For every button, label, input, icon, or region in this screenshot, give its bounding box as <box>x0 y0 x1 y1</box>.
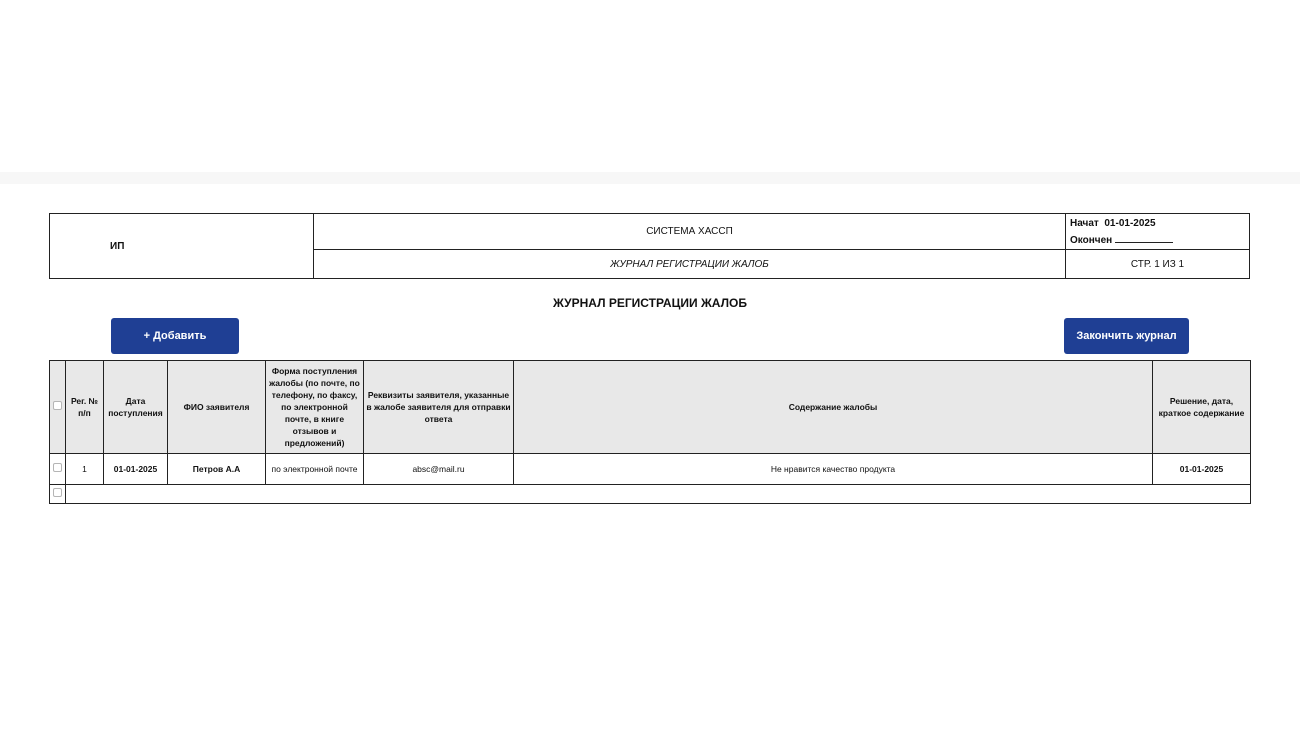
add-button-label: Добавить <box>153 330 207 342</box>
row-select-cell <box>50 454 66 485</box>
cell-name: Петров А.А <box>168 454 266 485</box>
column-header-decision: Решение, дата, краткое содержание <box>1153 361 1251 454</box>
table-row[interactable] <box>50 454 1251 485</box>
plus-icon: + <box>143 330 151 342</box>
cell-date: 01-01-2025 <box>104 454 168 485</box>
empty-row-cell <box>66 485 1251 504</box>
started-label: Начат <box>1070 217 1099 229</box>
column-header-contacts: Реквизиты заявителя, указанные в жалобе заявителя для отправки ответа <box>364 361 514 454</box>
column-header-content: Содержание жалобы <box>514 361 1153 454</box>
ended-label: Окончен <box>1070 234 1113 246</box>
empty-row[interactable] <box>50 485 1251 504</box>
started-date: 01-01-2025 <box>1104 217 1156 229</box>
system-name: СИСТЕМА ХАССП <box>314 214 1066 250</box>
cell-contacts: absc@mail.ru <box>364 454 514 485</box>
cell-content: Не нравится качество продукта <box>514 454 1153 485</box>
org-name: ИП <box>50 214 314 279</box>
column-header-name: ФИО заявителя <box>168 361 266 454</box>
add-button[interactable] <box>111 318 239 354</box>
column-header-form: Форма поступления жалобы (по почте, по телефону, по факсу, по электронной почте, в книге отзывов и предложений) <box>266 361 364 454</box>
cell-form: по электронной почте <box>266 454 364 485</box>
select-all-checkbox[interactable] <box>53 401 62 410</box>
row-checkbox[interactable] <box>53 488 62 497</box>
complaints-table <box>49 360 1251 504</box>
journal-name: ЖУРНАЛ РЕГИСТРАЦИИ ЖАЛОБ <box>314 250 1066 279</box>
select-all-cell <box>50 361 66 454</box>
table-header-row <box>50 361 1251 454</box>
top-band <box>0 172 1300 184</box>
journal-dates <box>1066 214 1250 250</box>
row-checkbox[interactable] <box>53 463 62 472</box>
finish-journal-button[interactable]: Закончить журнал <box>1064 318 1189 354</box>
ended-date-blank <box>1115 233 1173 243</box>
cell-num: 1 <box>66 454 104 485</box>
row-select-cell <box>50 485 66 504</box>
document-header <box>49 213 1250 279</box>
page-counter: СТР. 1 ИЗ 1 <box>1066 250 1250 279</box>
page-title: ЖУРНАЛ РЕГИСТРАЦИИ ЖАЛОБ <box>553 296 747 310</box>
column-header-num: Рег. № п/п <box>66 361 104 454</box>
column-header-date: Дата поступления <box>104 361 168 454</box>
cell-decision: 01-01-2025 <box>1153 454 1251 485</box>
